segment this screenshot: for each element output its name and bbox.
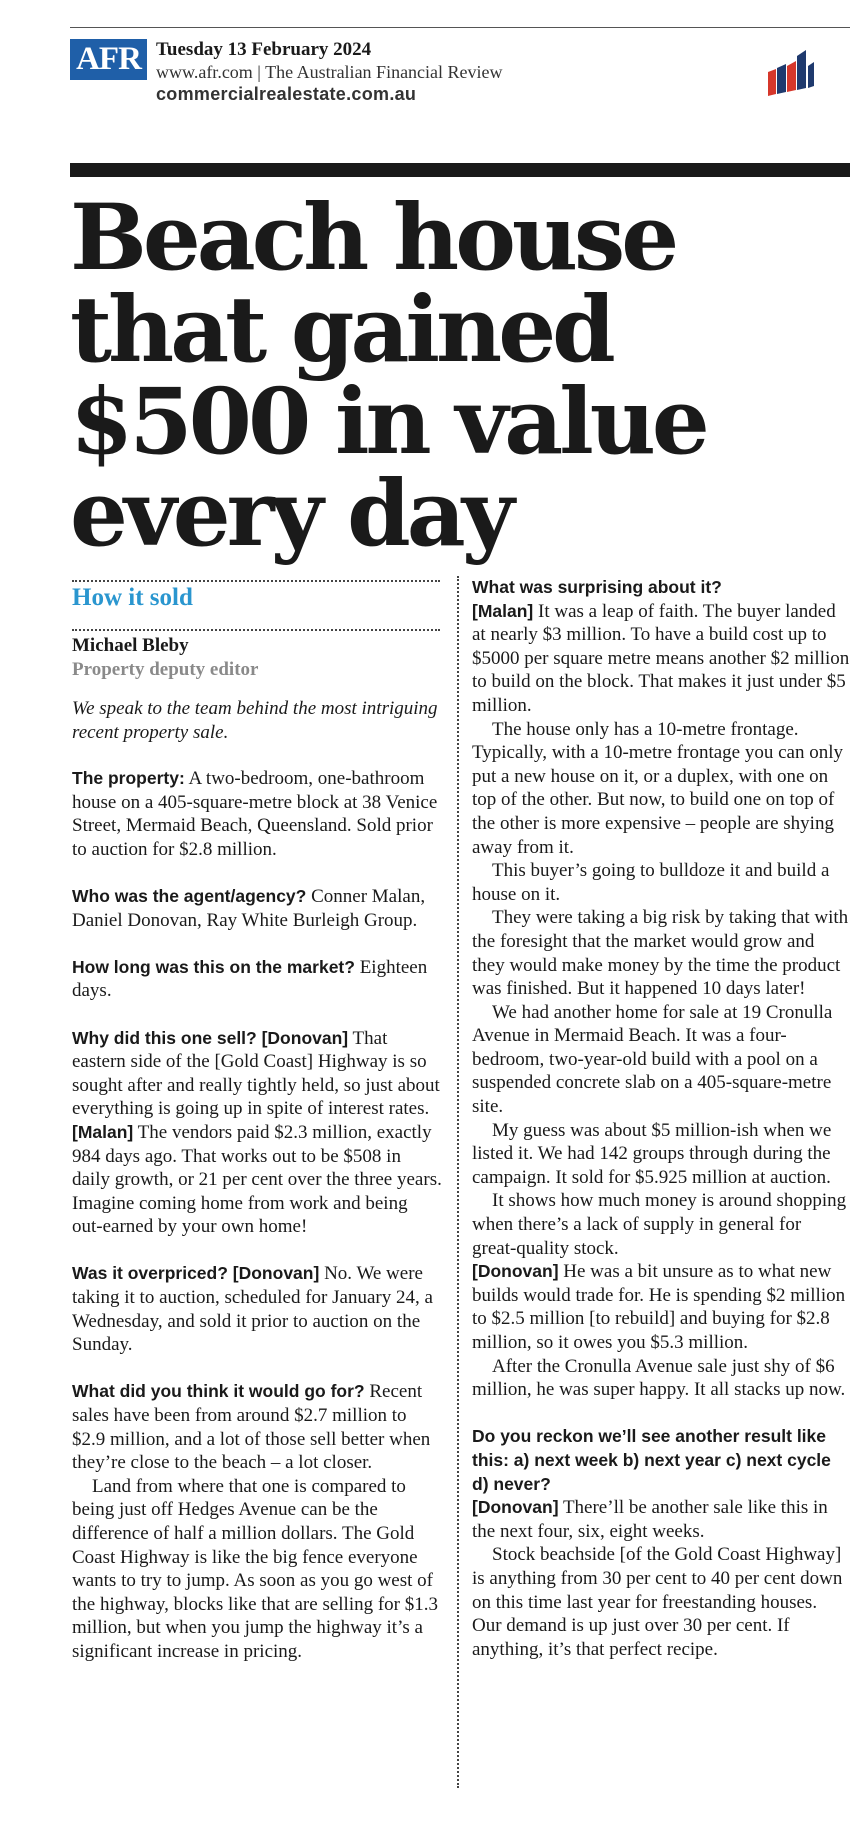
answer-text: Eighteen days. bbox=[72, 956, 428, 1002]
question-label: Do you reckon we’ll see another result like this: a) next week b) next year c) next cycle d) never? bbox=[472, 1426, 831, 1494]
qa-agent bbox=[72, 885, 442, 932]
answer-text: That eastern side of the [Gold Coast] Highway is so sought after and really tightly held, so just about everything is going up in spite of interest rates. bbox=[72, 1027, 440, 1120]
answer-text: A two-bedroom, one-bathroom house on a 405-square-metre block at 38 Venice Street, Mermaid Beach, Queensland. Sold prior to auction for $2.8 million. bbox=[72, 768, 438, 860]
section-rule-top bbox=[72, 580, 440, 582]
speaker-label: [Malan] bbox=[72, 1121, 134, 1142]
question-label: How long was this on the market? bbox=[72, 956, 355, 977]
section-rule-bottom bbox=[72, 629, 440, 631]
answer-text: It was a leap of faith. The buyer landed at nearly $3 million. To have a build cost up to $5000 per square metre means another $2 million to build on the block. That makes it just under $5 million. bbox=[472, 600, 850, 716]
question-label: The property: bbox=[72, 768, 185, 788]
site-line: www.afr.com | The Australian Financial Review bbox=[156, 62, 503, 82]
speaker-label: [Donovan] bbox=[472, 1497, 559, 1518]
section-title: How it sold bbox=[72, 584, 193, 611]
answer-text: No. We were taking it to auction, scheduled for January 24, a Wednesday, and sold it prior to auction on the Sunday. bbox=[72, 1263, 433, 1356]
right-column bbox=[472, 576, 850, 1661]
left-column bbox=[72, 767, 442, 1664]
issue-date: Tuesday 13 February 2024 bbox=[156, 39, 372, 60]
paragraph: It shows how much money is around shopping when there’s a lack of supply in general for great-quality stock. bbox=[472, 1190, 847, 1259]
answer-donovan bbox=[472, 1260, 850, 1354]
paragraph: After the Cronulla Avenue sale just shy of $6 million, he was super happy. It all stacks up now. bbox=[472, 1355, 846, 1401]
speaker-label: [Donovan] bbox=[472, 1261, 559, 1282]
qa-property bbox=[72, 767, 442, 861]
top-rule bbox=[70, 27, 850, 28]
headline: Beach house that gained $500 in value every day bbox=[70, 185, 706, 567]
paragraph: The house only has a 10-metre frontage. Typically, with a 10-metre frontage you can only put a new house on it, or a duplex, with one on top of the other. But now, to build one on top of the other is more expensive – people are shying away from it. bbox=[472, 718, 843, 858]
question-label: Was it overpriced? [Donovan] bbox=[72, 1263, 320, 1284]
paragraph: This buyer’s going to bulldoze it and build a house on it. bbox=[472, 860, 830, 905]
paragraph: Land from where that one is compared to being just off Hedges Avenue can be the difference of half a million dollars. The Gold Coast Highway is like the big fence everyone wants to try to jump. As soon as you go west of the highway, blocks like that are selling for $1.3 million, but when you jump the highway it’s a significant increase in pricing. bbox=[72, 1475, 439, 1662]
question-next-result bbox=[472, 1425, 850, 1496]
afr-logo: AFR bbox=[70, 39, 147, 80]
paragraph: They were taking a big risk by taking that with the foresight that the market would grow and they would make money by the time the product was finished. But it happened 10 days later! bbox=[472, 907, 849, 1000]
answer-text: Conner Malan, Daniel Donovan, Ray White Burleigh Group. bbox=[72, 885, 426, 931]
column-divider bbox=[457, 576, 459, 1788]
cre-site: commercialrealestate.com.au bbox=[156, 84, 417, 104]
qa-expected-price bbox=[72, 1380, 442, 1474]
answer-text: The vendors paid $2.3 million, exactly 984 days ago. That works out to be $508 in daily growth, or 21 per cent over the three years. Imagine coming home from work and being out-earned by your own home! bbox=[72, 1121, 442, 1238]
paragraph: Stock beachside [of the Gold Coast Highway] is anything from 30 per cent to 40 per cent down on this time last year for freestanding houses. Our demand is up just over 30 per cent. If anything, it’s that perfect recipe. bbox=[472, 1544, 843, 1660]
answer-text: There’ll be another sale like this in the next four, six, eight weeks. bbox=[472, 1497, 828, 1542]
question-label: What was surprising about it? bbox=[472, 577, 722, 597]
paragraph: My guess was about $5 million-ish when we listed it. We had 142 groups through during the campaign. It sold for $5.925 million at auction. bbox=[472, 1119, 832, 1188]
speaker-label: [Malan] bbox=[472, 600, 534, 621]
question-surprising bbox=[472, 576, 850, 600]
qa-overpriced bbox=[72, 1262, 442, 1356]
paragraph: We had another home for sale at 19 Cronulla Avenue in Mermaid Beach. It was a four-bedroom, two-year-old build with a pool on a suspended concrete slab on a 405-square-metre site. bbox=[472, 1001, 833, 1118]
intro-text: We speak to the team behind the most intriguing recent property sale. bbox=[72, 698, 438, 743]
bar-chart-logo-icon bbox=[768, 48, 850, 100]
answer-surprising bbox=[472, 600, 850, 718]
answer-next-result bbox=[472, 1496, 850, 1543]
question-label: What did you think it would go for? bbox=[72, 1381, 365, 1402]
masthead bbox=[156, 39, 503, 105]
answer-text: Recent sales have been from around $2.7 million to $2.9 million, and a lot of those sell better when they’re close to the beach – a lot closer. bbox=[72, 1381, 431, 1474]
question-label: Why did this one sell? [Donovan] bbox=[72, 1027, 349, 1048]
author-name: Michael Bleby bbox=[72, 635, 189, 656]
qa-why-sell-malan bbox=[72, 1121, 442, 1239]
qa-why-sell bbox=[72, 1027, 442, 1121]
answer-text: He was a bit unsure as to what new builds would trade for. He is spending $2 million to $2.5 million [to rebuild] and buying for $2.8 million, so it owes you $5.3 million. bbox=[472, 1261, 846, 1353]
qa-market-time bbox=[72, 956, 442, 1003]
headline-rule bbox=[70, 163, 850, 177]
byline bbox=[72, 634, 258, 682]
author-role: Property deputy editor bbox=[72, 659, 259, 680]
question-label: Who was the agent/agency? bbox=[72, 885, 307, 906]
